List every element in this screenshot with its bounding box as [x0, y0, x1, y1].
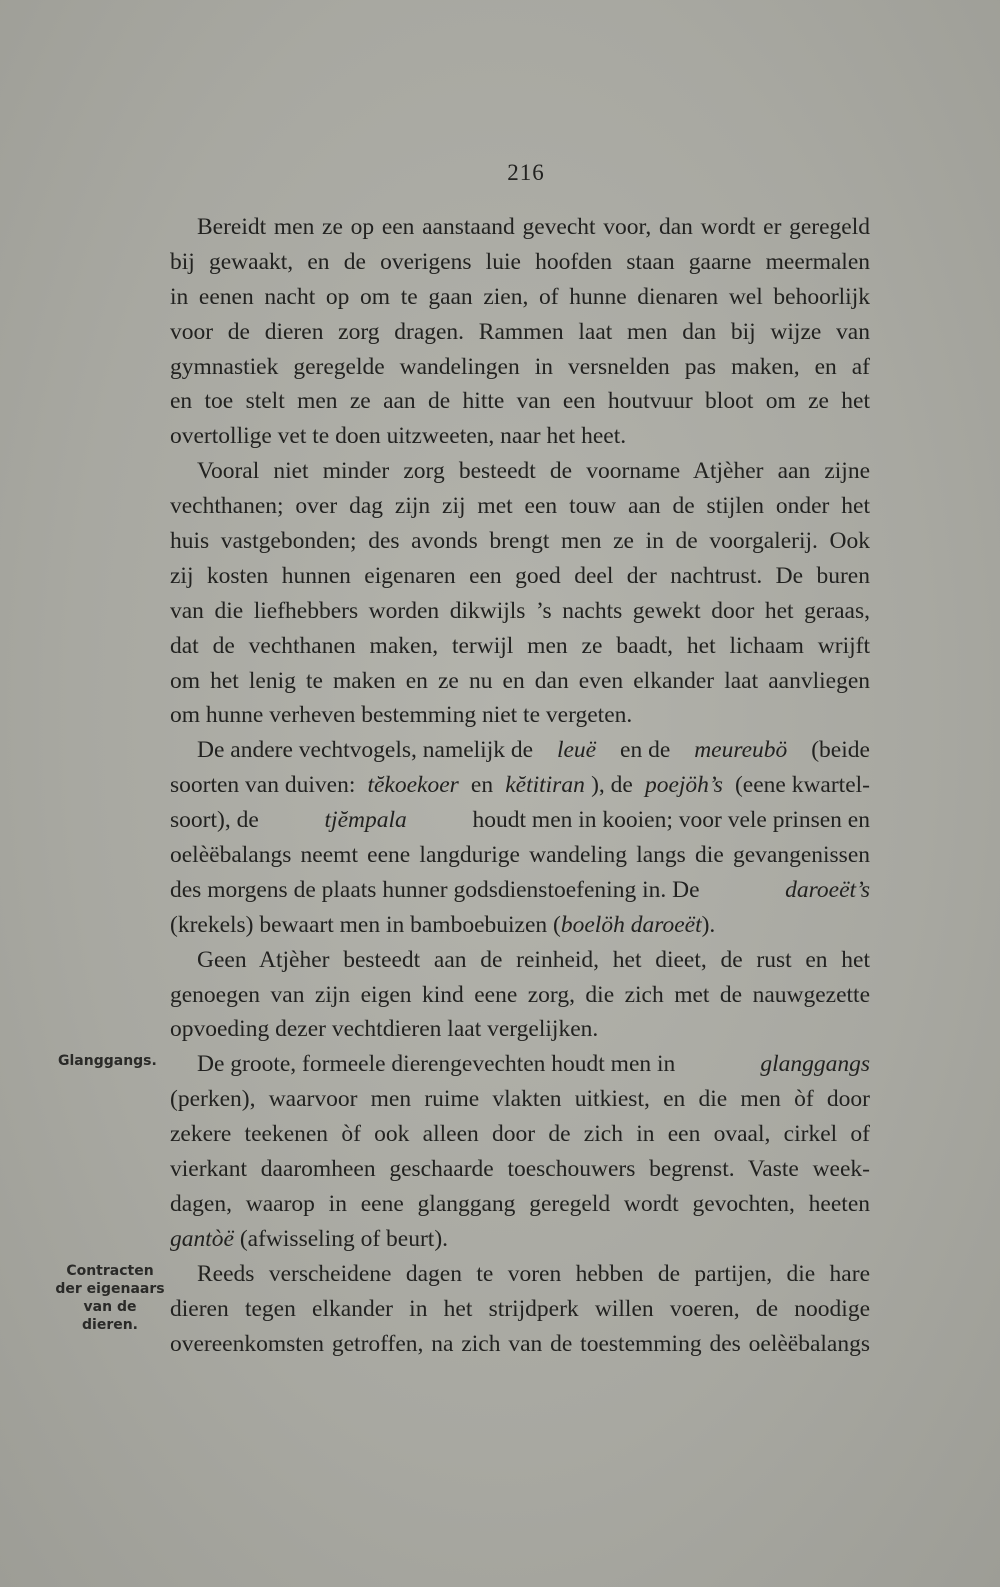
text-line: om hunne verheven bestemming niet te vergeten.	[170, 702, 633, 729]
italic-term: gantòë	[170, 1225, 234, 1252]
italic-term: leuë	[556, 737, 597, 764]
italic-term: meureubö	[694, 737, 788, 764]
italic-term: boelöh daroeët	[560, 911, 702, 938]
margin-note-glanggangs: Glanggangs.	[58, 1053, 157, 1069]
text-line: (perken), waarvoor men ruime vlakten uitkiest, en die men òf door	[170, 1086, 870, 1113]
text-line: om het lenig te maken en ze nu en dan even elkander laat aanvliegen	[170, 667, 870, 694]
margin-note-line: van de	[83, 1299, 137, 1315]
text-line: Vooral niet minder zorg besteedt de voorname Atjèher aan zijne	[197, 458, 870, 485]
text-line: zij kosten hunnen eigenaren een goed deel der nachtrust. De buren	[170, 562, 870, 589]
text-run: (krekels) bewaart men in bamboebuizen (	[170, 911, 561, 938]
text-line: Geen Atjèher besteedt aan de reinheid, het dieet, de rust en het	[197, 946, 870, 973]
text-line: huis vastgebonden; des avonds brengt men ze in de voorgalerij. Ook	[170, 528, 870, 555]
text-line: overeenkomsten getroffen, na zich van de toestemming des oelèëbalangs	[170, 1330, 870, 1357]
text-line: voor de dieren zorg dragen. Rammen laat men dan bij wijze van	[170, 318, 870, 345]
italic-term: poejöh’s	[644, 772, 723, 799]
text-line: genoegen van zijn eigen kind eene zorg, die zich met de nauwgezette	[170, 981, 870, 1008]
text-run: houdt men in kooien; voor vele prinsen en	[466, 807, 870, 834]
text-line	[170, 733, 870, 768]
text-line: bij gewaakt, en de overigens luie hoofden staan gaarne meermalen	[170, 248, 870, 275]
italic-term: kĕtitiran	[505, 772, 585, 799]
margin-note-contracten	[54, 1262, 166, 1334]
italic-term: daroeët’s	[785, 876, 870, 903]
text-run: De andere vechtvogels, namelijk de	[197, 737, 539, 764]
text-line	[170, 908, 870, 943]
text-run: ), de	[591, 772, 639, 799]
text-line: vierkant daaromheen geschaarde toeschouwers begrenst. Vaste week-	[170, 1156, 870, 1183]
body-text	[170, 210, 870, 1361]
text-run: en de	[614, 737, 677, 764]
text-line	[170, 1222, 870, 1257]
text-run: soorten van duiven:	[170, 772, 362, 799]
text-line: zekere teekenen òf ook alleen door de zich in een ovaal, cirkel of	[170, 1121, 870, 1148]
text-run: en	[465, 772, 499, 799]
text-run: (eene kwartel-	[729, 772, 870, 799]
text-run: De groote, formeele dierengevechten houdt men in	[197, 1051, 682, 1078]
text-line	[170, 873, 870, 908]
text-run: des morgens de plaats hunner godsdienstoefening in. De	[170, 876, 706, 903]
text-line: Reeds verscheidene dagen te voren hebben de partijen, die hare	[197, 1260, 870, 1287]
italic-term: tjĕmpala	[324, 807, 407, 834]
margin-note-line: der eigenaars	[55, 1281, 165, 1297]
text-line	[170, 1047, 870, 1082]
text-line: dagen, waarop in eene glanggang geregeld wordt gevochten, heeten	[170, 1190, 870, 1217]
text-run: (beide	[805, 737, 870, 764]
text-line	[170, 803, 870, 838]
text-line: oelèëbalangs neemt eene langdurige wandeling langs die gevangenissen	[170, 842, 870, 869]
text-line: Bereidt men ze op een aanstaand gevecht voor, dan wordt er geregeld	[197, 214, 870, 240]
margin-note-line: Contracten	[66, 1263, 154, 1279]
italic-term: glanggangs	[760, 1051, 870, 1078]
text-line: vechthanen; over dag zijn zij met een touw aan de stijlen onder het	[170, 493, 870, 520]
italic-term: tĕkoekoer	[367, 772, 459, 799]
text-line: dieren tegen elkander in het strijdperk willen voeren, de noodige	[170, 1295, 870, 1322]
text-line: dat de vechthanen maken, terwijl men ze baadt, het lichaam wrijft	[170, 632, 870, 659]
margin-note-line: dieren.	[82, 1317, 138, 1333]
text-line: opvoeding dezer vechtdieren laat vergelijken.	[170, 1016, 599, 1043]
text-run: (afwisseling of beurt).	[233, 1225, 449, 1252]
text-line: overtollige vet te doen uitzweeten, naar het heet.	[170, 423, 627, 450]
text-run: soort), de	[170, 807, 265, 834]
text-run: ).	[701, 911, 716, 938]
text-line: gymnastiek geregelde wandelingen in versnelden pas maken, en af	[170, 353, 870, 380]
page-number: 216	[507, 160, 545, 185]
text-line	[170, 768, 870, 803]
text-line: in eenen nacht op om te gaan zien, of hunne dienaren wel behoorlijk	[170, 283, 870, 310]
text-line: en toe stelt men ze aan de hitte van een houtvuur bloot om ze het	[170, 388, 870, 415]
text-line: van die liefhebbers worden dikwijls ’s nachts gewekt door het geraas,	[170, 597, 870, 624]
